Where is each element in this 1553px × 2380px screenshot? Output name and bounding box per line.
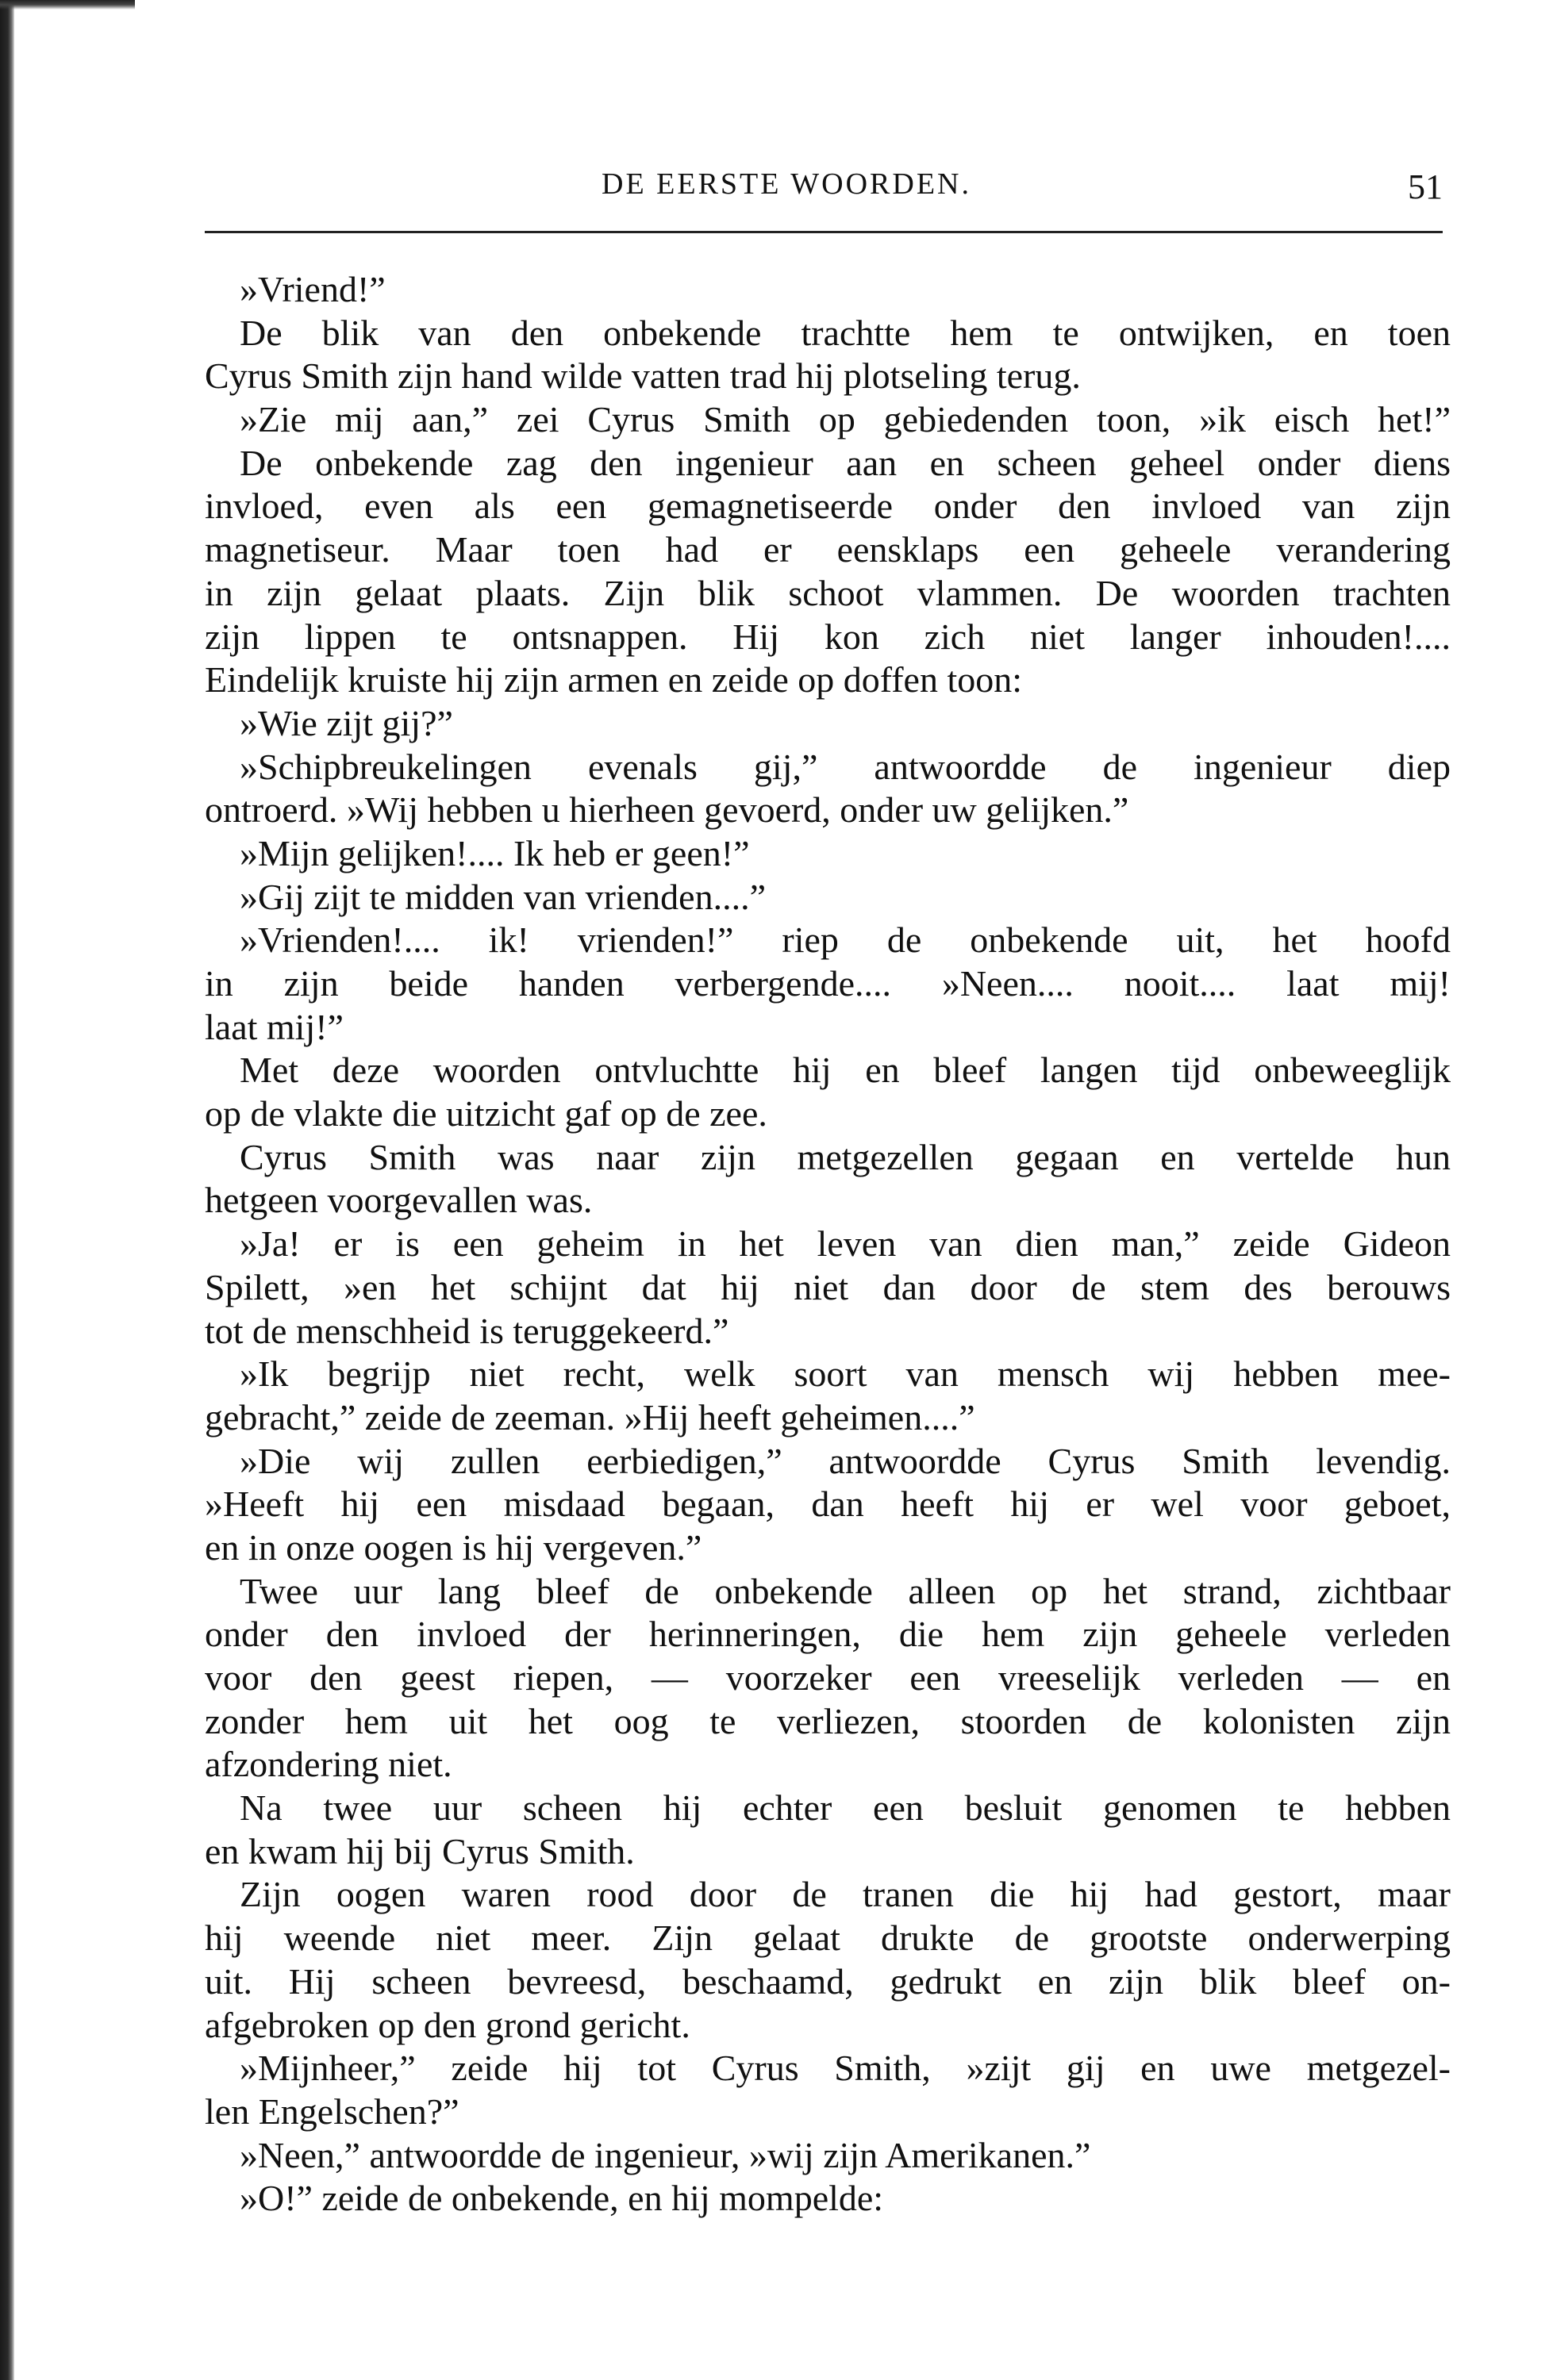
text-line: »Neen,” antwoordde de ingenieur, »wij zijn Amerikanen.”: [240, 2134, 1091, 2175]
text-line: invloed, even als een gemagnetiseerde onder den invloed van zijn: [205, 486, 1451, 527]
text-line: op de vlakte die uitzicht gaf op de zee.: [205, 1093, 767, 1134]
text-line: »Zie mij aan,” zei Cyrus Smith op gebiedenden toon, »ik eisch het!”: [240, 399, 1451, 440]
text-line: De onbekende zag den ingenieur aan en scheen geheel onder diens: [240, 442, 1451, 483]
text-line: »Ja! er is een geheim in het leven van dien man,” zeide Gideon: [240, 1223, 1451, 1265]
text-line: afgebroken op den grond gericht.: [205, 2004, 690, 2045]
text-line: Spilett, »en het schijnt dat hij niet dan door de stem des berouws: [205, 1266, 1451, 1307]
text-line: »Vriend!”: [240, 269, 386, 309]
text-line: magnetiseur. Maar toen had er eensklaps een geheele verandering: [205, 529, 1451, 570]
text-line: len Engelschen?”: [205, 2090, 459, 2132]
text-line: Met deze woorden ontvluchtte hij en bleef langen tijd onbeweeglijk: [240, 1050, 1451, 1091]
text-line: De blik van den onbekende trachtte hem te ontwijken, en toen: [240, 312, 1451, 353]
text-line: Na twee uur scheen hij echter een besluit genomen te hebben: [240, 1787, 1451, 1829]
page-number: 51: [1408, 167, 1443, 206]
text-line: hij weende niet meer. Zijn gelaat drukte de grootste onderwerping: [205, 1917, 1451, 1959]
text-line: afzondering niet.: [205, 1744, 452, 1785]
text-line: in zijn gelaat plaats. Zijn blik schoot vlammen. De woorden trachten: [205, 572, 1451, 613]
text-line: tot de menschheid is teruggekeerd.”: [205, 1310, 729, 1351]
binding-edge: [0, 0, 14, 2380]
text-line: uit. Hij scheen bevreesd, beschaamd, gedrukt en zijn blik bleef on-: [205, 1960, 1451, 2002]
text-line: »Wie zijt gij?”: [240, 702, 453, 743]
text-line: »Die wij zullen eerbiedigen,” antwoordde Cyrus Smith levendig.: [240, 1440, 1451, 1481]
text-line: »Gij zijt te midden van vrienden....”: [240, 876, 766, 917]
text-line: Twee uur lang bleef de onbekende alleen op het strand, zichtbaar: [240, 1570, 1451, 1611]
header-rule: [205, 231, 1443, 233]
running-head: [205, 159, 1443, 222]
text-line: Eindelijk kruiste hij zijn armen en zeide op doffen toon:: [205, 659, 1023, 701]
text-line: laat mij!”: [205, 1006, 344, 1047]
running-title: DE EERSTE WOORDEN.: [602, 167, 971, 201]
text-line: zonder hem uit het oog te verliezen, stoorden de kolonisten zijn: [205, 1700, 1451, 1741]
text-line: »Schipbreukelingen evenals gij,” antwoordde de ingenieur diep: [240, 746, 1451, 787]
text-line: onder den invloed der herinneringen, die hem zijn geheele verleden: [205, 1614, 1451, 1655]
text-line: hetgeen voorgevallen was.: [205, 1180, 593, 1221]
text-line: gebracht,” zeide de zeeman. »Hij heeft geheimen....”: [205, 1396, 975, 1438]
text-line: in zijn beide handen verbergende.... »Neen.... nooit.... laat mij!: [205, 963, 1451, 1004]
text-line: Cyrus Smith zijn hand wilde vatten trad hij plotseling terug.: [205, 355, 1081, 397]
text-line: »O!” zeide de onbekende, en hij mompelde:: [240, 2178, 884, 2219]
text-line: zijn lippen te ontsnappen. Hij kon zich niet langer inhouden!....: [205, 616, 1451, 657]
text-line: Cyrus Smith was naar zijn metgezellen gegaan en vertelde hun: [240, 1136, 1451, 1177]
text-line: ontroerd. »Wij hebben u hierheen gevoerd, onder uw gelijken.”: [205, 789, 1129, 831]
text-line: voor den geest riepen, — voorzeker een vreeselijk verleden — en: [205, 1657, 1451, 1698]
body-text: [205, 268, 1451, 2221]
text-line: en kwam hij bij Cyrus Smith.: [205, 1830, 635, 1871]
text-line: »Mijn gelijken!.... Ik heb er geen!”: [240, 832, 750, 873]
text-line: »Ik begrijp niet recht, welk soort van mensch wij hebben mee-: [240, 1353, 1451, 1395]
scan-corner-mark: [0, 0, 135, 10]
text-line: Zijn oogen waren rood door de tranen die hij had gestort, maar: [240, 1874, 1451, 1915]
text-line: »Mijnheer,” zeide hij tot Cyrus Smith, »zijt gij en uwe metgezel-: [240, 2048, 1451, 2089]
text-line: »Heeft hij een misdaad begaan, dan heeft hij er wel voor geboet,: [205, 1484, 1451, 1525]
text-line: en in onze oogen is hij vergeven.”: [205, 1526, 702, 1568]
text-line: »Vrienden!.... ik! vrienden!” riep de onbekende uit, het hoofd: [240, 919, 1451, 961]
